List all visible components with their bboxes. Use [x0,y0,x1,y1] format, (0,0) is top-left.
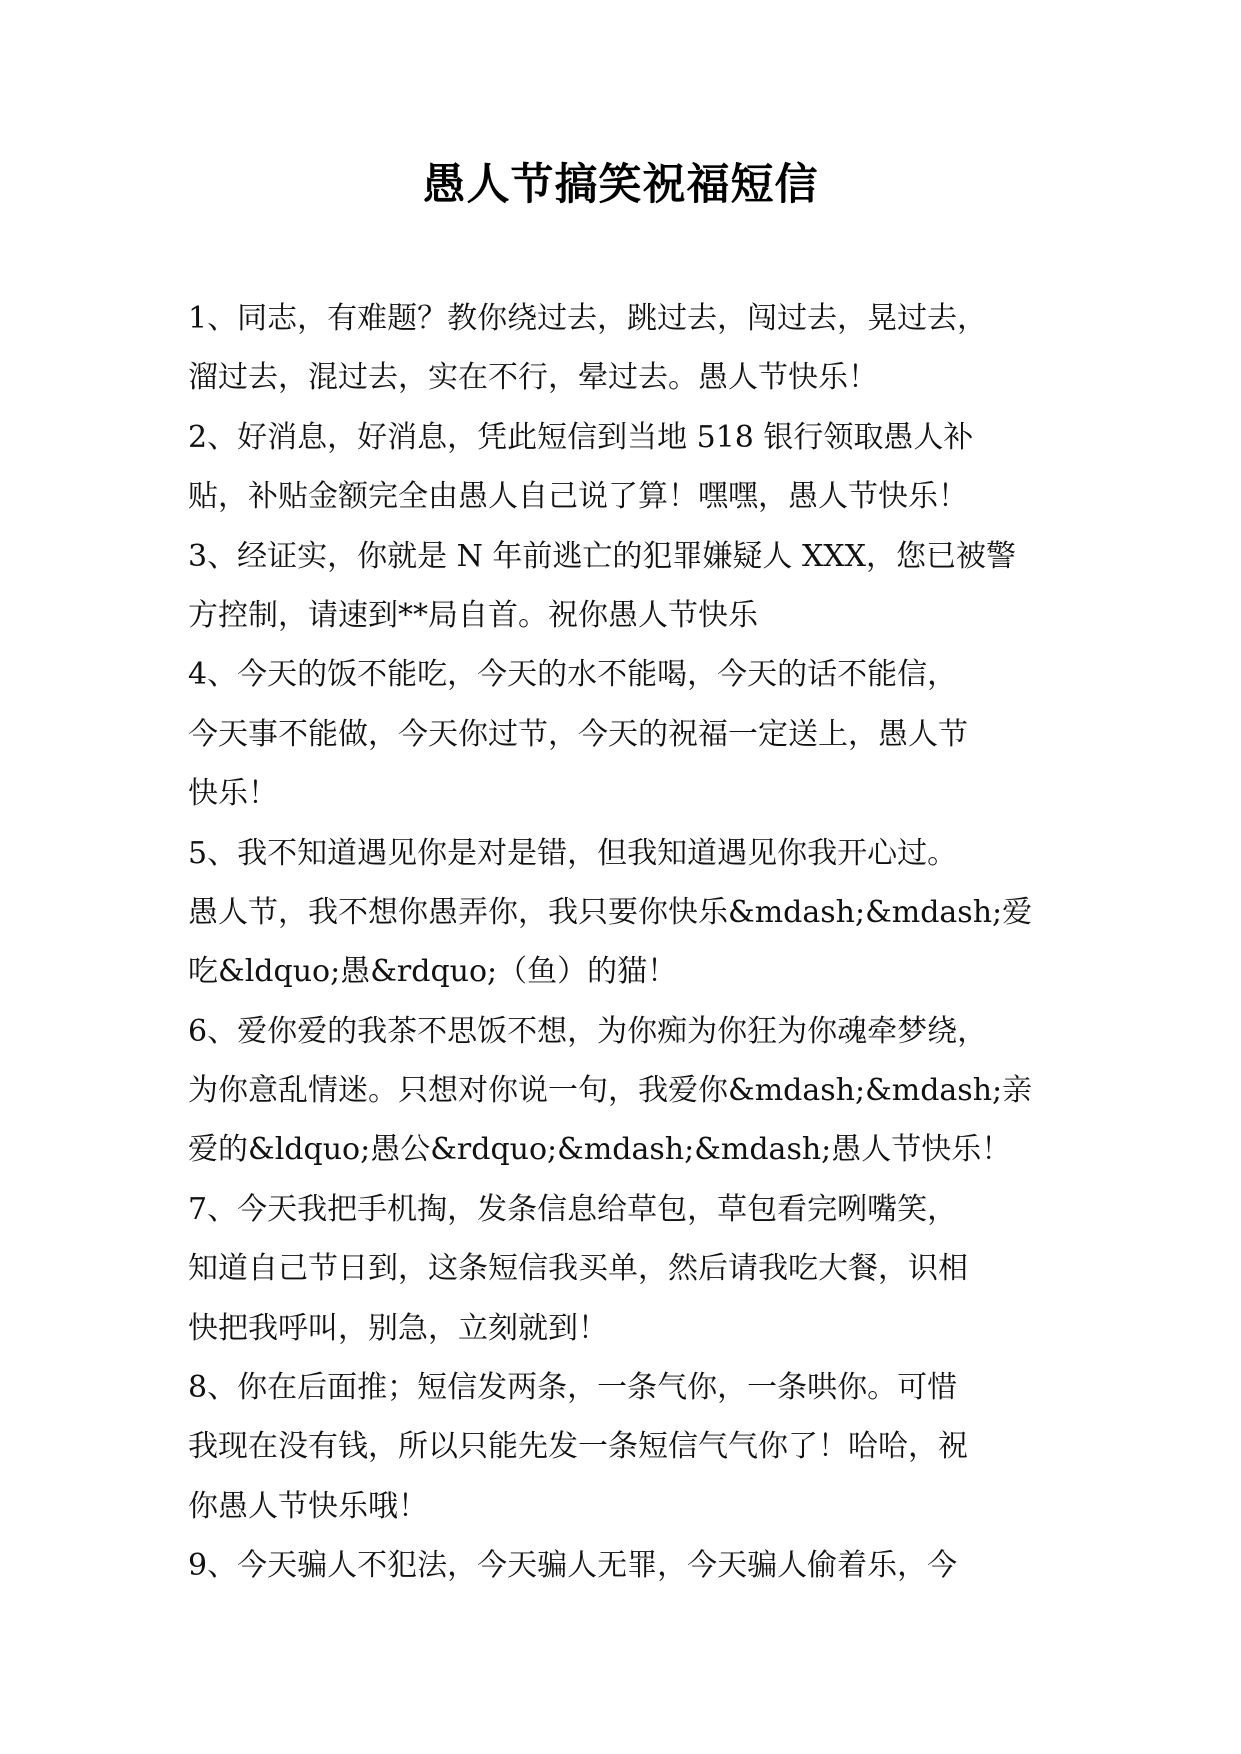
text-line: 快把我呼叫，别急，立刻就到！ [188,1310,608,1346]
text-line: 9、今天骗人不犯法，今天骗人无罪，今天骗人偷着乐，今 [188,1548,958,1584]
text-line: 我现在没有钱，所以只能先发一条短信气气你了！哈哈，祝 [188,1429,968,1465]
text-line: 方控制，请速到**局自首。祝你愚人节快乐 [188,597,758,633]
text-line: 吃&ldquo;愚&rdquo;（鱼）的猫！ [188,954,678,990]
text-line: 8、你在后面推；短信发两条，一条气你，一条哄你。可惜 [188,1370,958,1406]
text-line: 6、爱你爱的我茶不思饭不想，为你痴为你狂为你魂牵梦绕， [188,1013,988,1049]
document-body [188,289,1068,1596]
text-line: 快乐！ [188,776,278,812]
text-line: 为你意乱情迷。只想对你说一句，我爱你&mdash;&mdash;亲 [188,1073,1033,1109]
text-line: 2、好消息，好消息，凭此短信到当地 518 银行领取愚人补 [188,419,974,455]
text-line: 4、今天的饭不能吃，今天的水不能喝，今天的话不能信， [188,657,958,693]
text-line: 贴，补贴金额完全由愚人自己说了算！嘿嘿，愚人节快乐！ [188,479,968,515]
document-title: 愚人节搞笑祝福短信 [422,160,819,210]
text-line: 愚人节，我不想你愚弄你，我只要你快乐&mdash;&mdash;爱 [188,894,1033,930]
text-line: 知道自己节日到，这条短信我买单，然后请我吃大餐，识相 [188,1251,968,1287]
text-line: 今天事不能做，今天你过节，今天的祝福一定送上，愚人节 [188,716,968,752]
text-line: 你愚人节快乐哦！ [188,1488,428,1524]
text-line: 爱的&ldquo;愚公&rdquo;&mdash;&mdash;愚人节快乐！ [188,1132,1012,1168]
text-line: 5、我不知道遇见你是对是错，但我知道遇见你我开心过。 [188,835,958,871]
text-line: 3、经证实，你就是 N 年前逃亡的犯罪嫌疑人 XXX，您已被警 [188,538,1017,574]
text-line: 7、今天我把手机掏，发条信息给草包，草包看完咧嘴笑， [188,1191,958,1227]
text-line: 溜过去，混过去，实在不行，晕过去。愚人节快乐！ [188,360,878,396]
text-line: 1、同志，有难题？教你绕过去，跳过去，闯过去，晃过去， [188,301,988,336]
